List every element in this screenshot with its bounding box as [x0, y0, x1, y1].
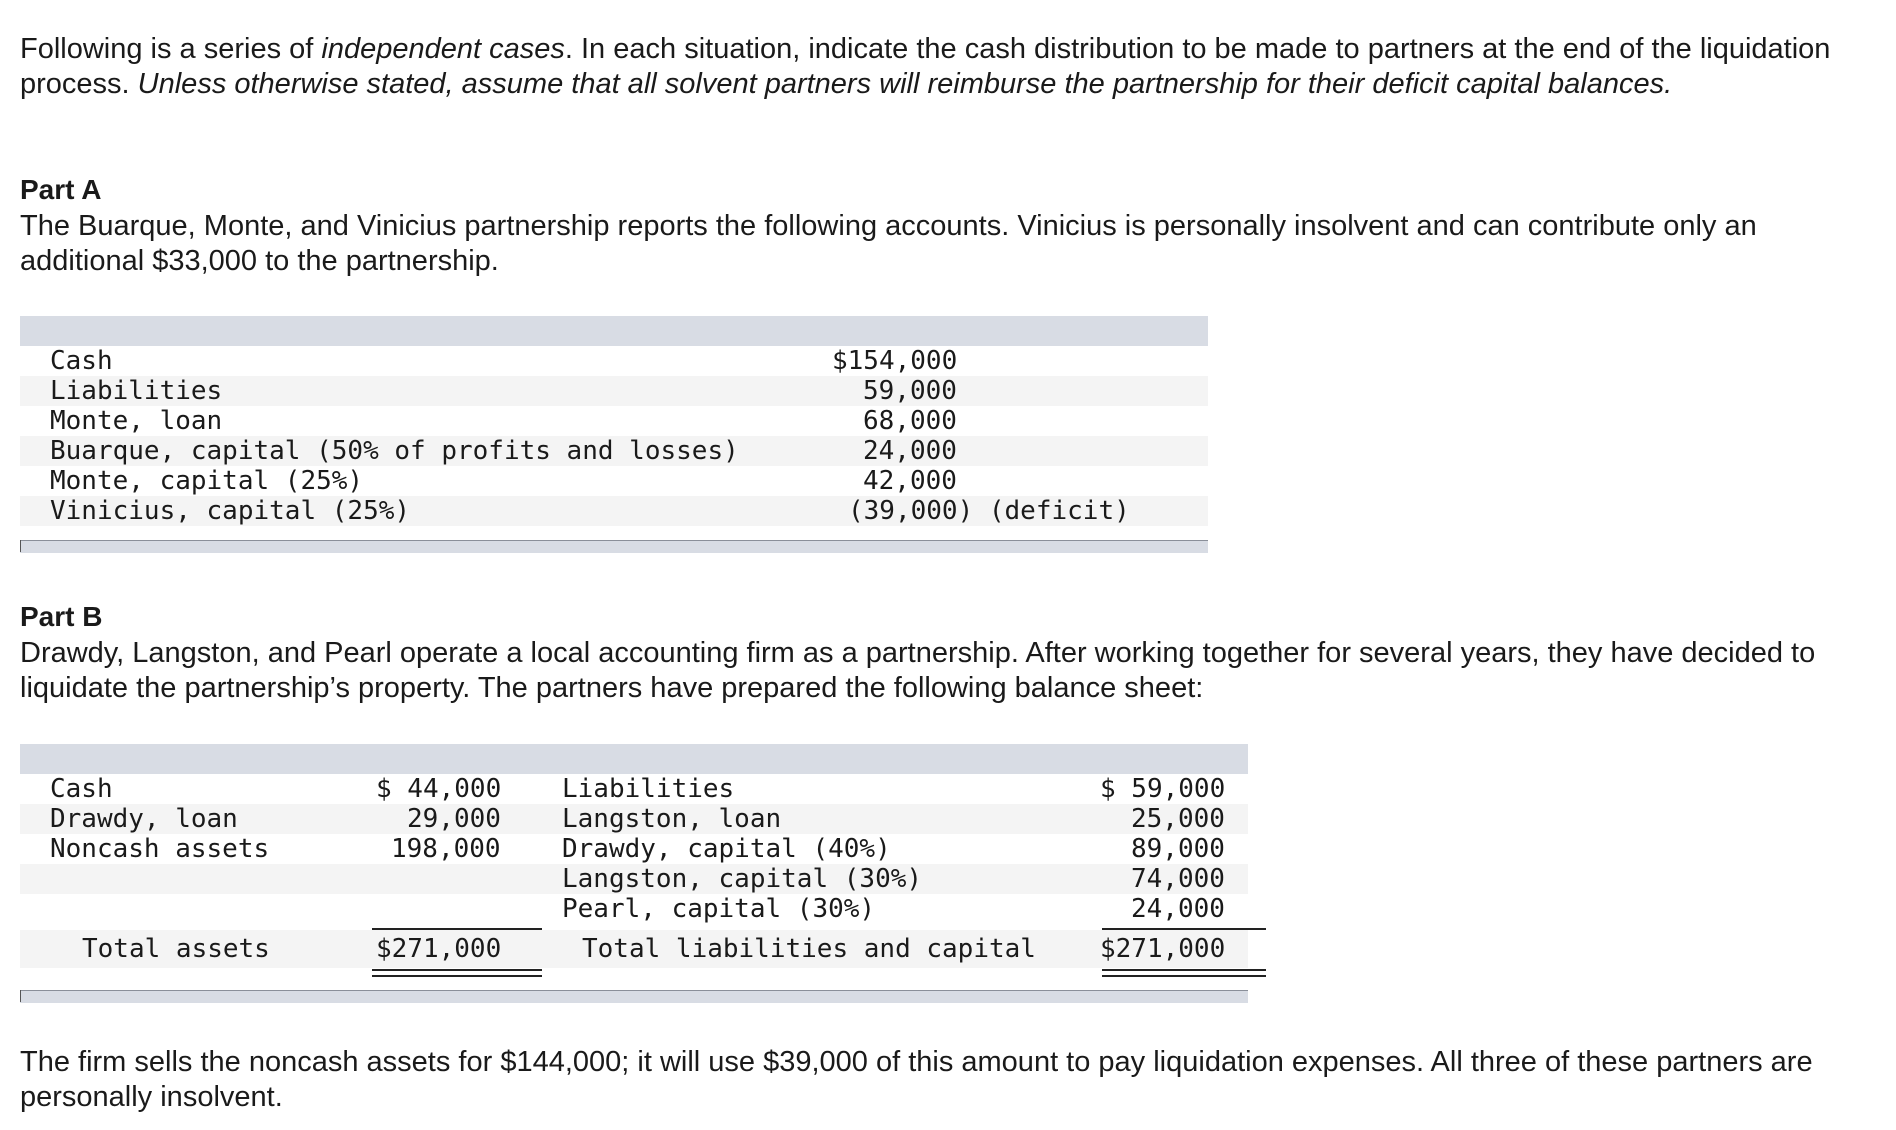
- account-label: Cash: [50, 346, 113, 376]
- asset-amount: 198,000: [391, 834, 501, 864]
- liability-label: Drawdy, capital (40%): [562, 834, 891, 864]
- liability-label: Pearl, capital (30%): [562, 894, 876, 924]
- table-row: [20, 894, 1248, 924]
- account-label: Buarque, capital (50% of profits and losses): [50, 436, 739, 466]
- account-amount: 24,000: [863, 436, 957, 466]
- liability-amount: 89,000: [1131, 834, 1225, 864]
- table-row: [20, 834, 1248, 864]
- table-row: [20, 406, 1208, 436]
- table-footer-band: [20, 990, 1248, 1003]
- intro-text-1: Following is a series of: [20, 33, 322, 65]
- intro-paragraph: [20, 32, 1880, 102]
- asset-label: Noncash assets: [50, 834, 270, 864]
- table-footer-tick: [20, 540, 21, 552]
- intro-italic-2: Unless otherwise stated, assume that all solvent partners will reimburse the partnership for their deficit capital balances.: [137, 68, 1673, 100]
- table-row: [20, 496, 1208, 526]
- account-amount: (39,000) (deficit): [848, 496, 1130, 526]
- liability-label: Langston, loan: [562, 804, 782, 834]
- liability-amount: 24,000: [1131, 894, 1225, 924]
- account-label: Vinicius, capital (25%): [50, 496, 411, 526]
- table-footer-tick: [20, 990, 21, 1002]
- account-label: Monte, loan: [50, 406, 223, 436]
- asset-label: Cash: [50, 774, 113, 804]
- table-footer-band: [20, 540, 1208, 553]
- part-a-description: The Buarque, Monte, and Vinicius partnership reports the following accounts. Vinicius is personally insolvent and can contribute only an additional $33,000 to the partnership.: [20, 210, 1757, 277]
- part-a-title: Part A: [20, 174, 102, 205]
- part-b-balance-sheet: [20, 744, 1248, 1006]
- part-b-description: Drawdy, Langston, and Pearl operate a local accounting firm as a partnership. After working together for several years, they have decided to liquidate the partnership’s property. The partners have prepared the following balance sheet:: [20, 637, 1816, 704]
- total-liabilities-label: Total liabilities and capital: [582, 934, 1036, 964]
- table-row: [20, 804, 1248, 834]
- asset-amount: $ 44,000: [376, 774, 502, 804]
- account-amount: $154,000: [832, 346, 958, 376]
- account-label: Liabilities: [50, 376, 223, 406]
- intro-text-2: . In each situation, indicate the cash distribution to be made to partners at the end of the liquidation process.: [20, 33, 1831, 100]
- total-double-underline: [372, 969, 542, 977]
- intro-italic-1: independent cases: [321, 33, 565, 65]
- asset-label: Drawdy, loan: [50, 804, 238, 834]
- table-row: [20, 466, 1208, 496]
- table-row: [20, 346, 1208, 376]
- liability-amount: 74,000: [1131, 864, 1225, 894]
- total-double-underline: [1102, 969, 1266, 977]
- table-row: [20, 436, 1208, 466]
- account-amount: 59,000: [863, 376, 957, 406]
- account-amount: 42,000: [863, 466, 957, 496]
- account-label: Monte, capital (25%): [50, 466, 364, 496]
- total-liabilities-amount: $271,000: [1100, 934, 1226, 964]
- table-header-band: [20, 316, 1208, 346]
- liability-label: Langston, capital (30%): [562, 864, 923, 894]
- part-b-closing: The firm sells the noncash assets for $144,000; it will use $39,000 of this amount to pay liquidation expenses. All three of these partners are personally insolvent.: [20, 1046, 1813, 1113]
- total-assets-amount: $271,000: [376, 934, 502, 964]
- asset-amount: 29,000: [407, 804, 501, 834]
- table-row: [20, 774, 1248, 804]
- liability-label: Liabilities: [562, 774, 735, 804]
- table-row: [20, 376, 1208, 406]
- account-amount: 68,000: [863, 406, 957, 436]
- liability-amount: $ 59,000: [1100, 774, 1226, 804]
- table-row: [20, 864, 1248, 894]
- part-a-accounts-table: [20, 316, 1208, 556]
- totals-row: [20, 930, 1248, 968]
- table-header-band: [20, 744, 1248, 774]
- liability-amount: 25,000: [1131, 804, 1225, 834]
- total-assets-label: Total assets: [82, 934, 270, 964]
- part-b-title: Part B: [20, 601, 103, 632]
